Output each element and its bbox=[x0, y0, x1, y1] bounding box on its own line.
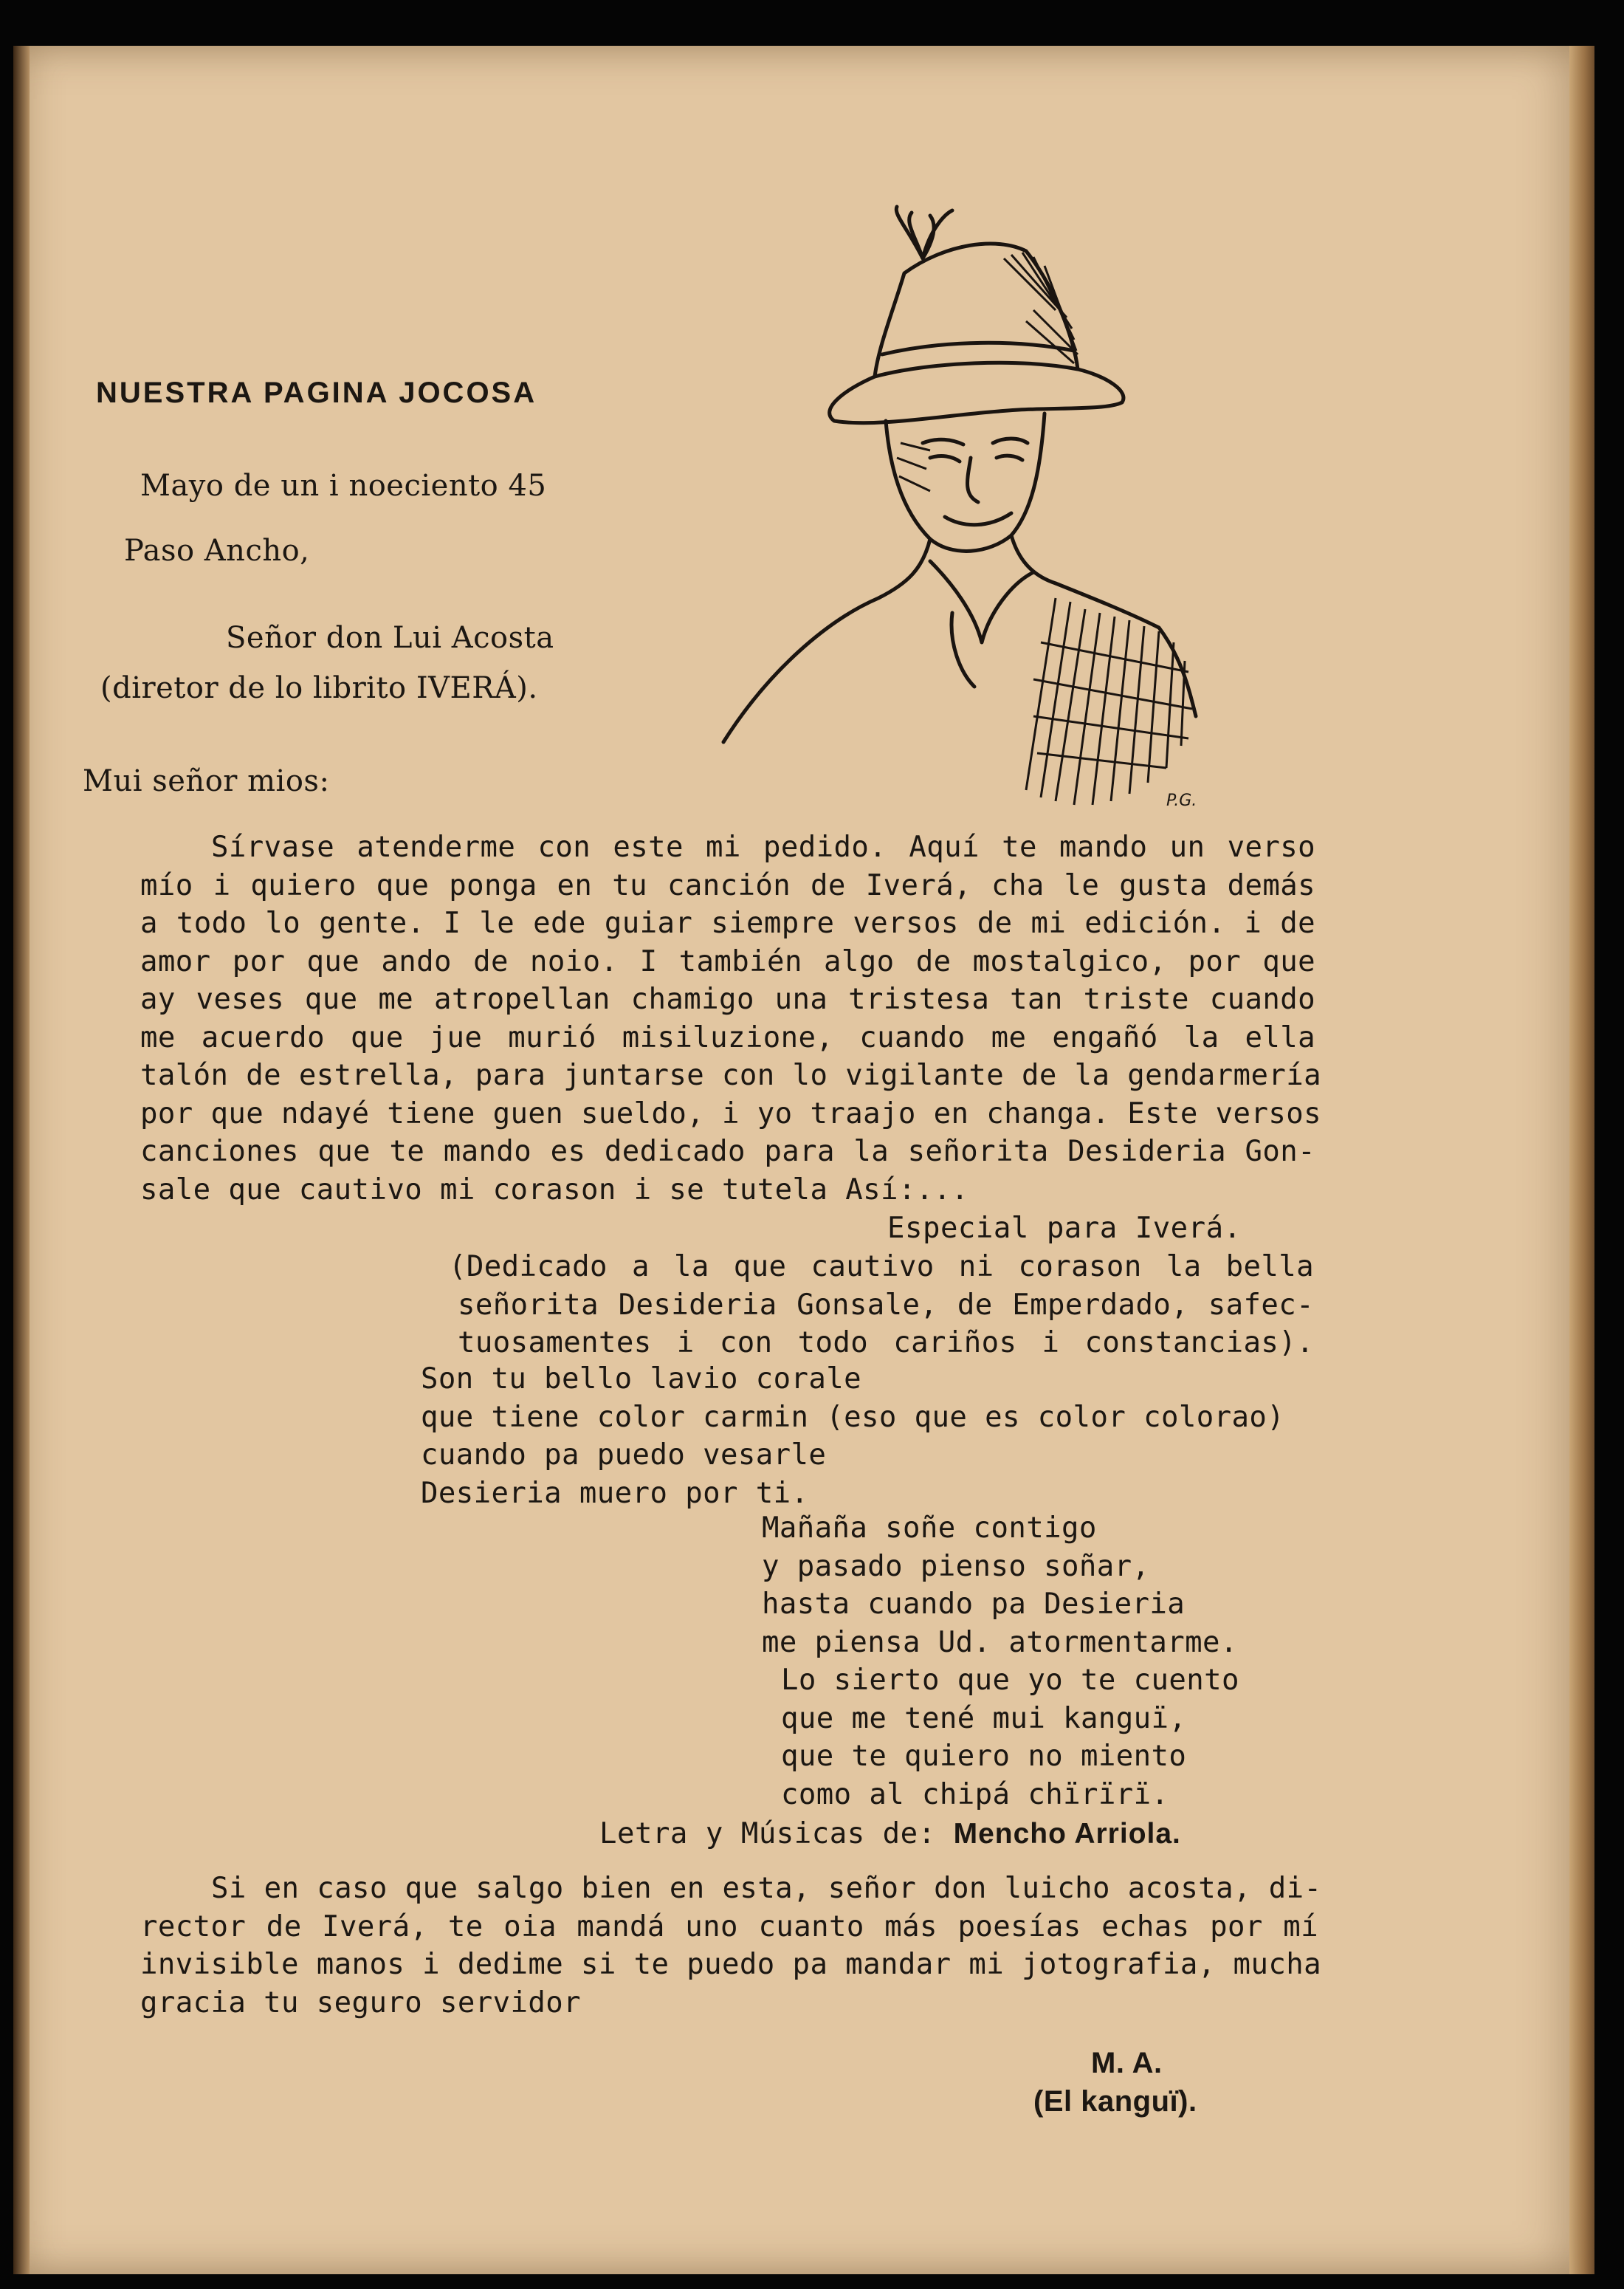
page-heading: NUESTRA PAGINA JOCOSA bbox=[96, 377, 537, 409]
body-line: sale que cautivo mi corason i se tutela Así:... bbox=[140, 1173, 969, 1207]
verse-line: y pasado pienso soñar, bbox=[762, 1549, 1150, 1583]
verse-line: hasta cuando pa Desieria bbox=[762, 1588, 1186, 1621]
letter-date: Mayo de un i noeciento 45 bbox=[140, 469, 547, 503]
body-line: ay veses que me atropellan chamigo una tristesa tan triste cuando bbox=[140, 983, 1315, 1016]
addressee-name: Señor don Lui Acosta bbox=[226, 621, 554, 655]
verse-stanza-1 bbox=[421, 1360, 1284, 1512]
closing-line: invisible manos i dedime si te puedo pa mandar mi jotografia, mucha bbox=[140, 1948, 1321, 1981]
song-credit bbox=[599, 1815, 1181, 1853]
body-line: talón de estrella, para juntarse con lo vigilante de la gendarmería bbox=[140, 1059, 1321, 1092]
body-line: por que ndayé tiene guen sueldo, i yo traajo en changa. Este versos bbox=[140, 1097, 1321, 1130]
verse-line: como al chipá chïrïrï. bbox=[781, 1777, 1169, 1811]
credit-prefix: Letra y Músicas de: bbox=[599, 1817, 936, 1850]
salutation: Mui señor mios: bbox=[83, 764, 330, 798]
body-line: amor por que ando de noio. I también algo de mostalgico, por que bbox=[140, 944, 1315, 978]
verse-stanza-2 bbox=[762, 1509, 1238, 1661]
body-line: canciones que te mando es dedicado para la señorita Desideria Gon- bbox=[140, 1135, 1315, 1168]
closing-line: Si en caso que salgo bien en esta, señor don luicho acosta, di- bbox=[211, 1872, 1322, 1905]
letter-body bbox=[140, 828, 1321, 1209]
binding-edge bbox=[13, 46, 30, 2274]
closing-line: gracia tu seguro servidor bbox=[140, 1986, 581, 2019]
dedication-line: (Dedicado a la que cautivo ni corason la bella bbox=[449, 1250, 1314, 1283]
dedication-line: señorita Desideria Gonsale, de Emperdado, safec- bbox=[458, 1288, 1314, 1322]
verse-line: me piensa Ud. atormentarme. bbox=[762, 1625, 1238, 1659]
body-line: mío i quiero que ponga en tu canción de Iverá, cha le gusta demás bbox=[140, 868, 1315, 902]
portrait-sketch-icon bbox=[709, 199, 1314, 820]
body-line: Sírvase atenderme con este mi pedido. Aquí te mando un verso bbox=[211, 831, 1315, 864]
dedication bbox=[449, 1248, 1314, 1362]
body-line: a todo lo gente. I le ede guiar siempre versos de mi edición. i de bbox=[140, 907, 1315, 940]
special-for-line: Especial para Iverá. bbox=[887, 1212, 1242, 1245]
verse-stanza-3 bbox=[781, 1661, 1239, 1813]
artist-initials: P.G. bbox=[1166, 792, 1197, 810]
verse-line: Lo sierto que yo te cuento bbox=[781, 1664, 1239, 1697]
body-line: me acuerdo que jue murió misiluzione, cuando me engañó la ella bbox=[140, 1020, 1315, 1054]
verse-line: que te quiero no miento bbox=[781, 1740, 1187, 1773]
dedication-line: tuosamentes i con todo cariños i constancias). bbox=[458, 1326, 1314, 1359]
verse-line: que tiene color carmin (eso que es color colorao) bbox=[421, 1400, 1285, 1434]
verse-line: Desieria muero por ti. bbox=[421, 1476, 809, 1510]
verse-line: Son tu bello lavio corale bbox=[421, 1362, 861, 1396]
page-edge bbox=[1569, 46, 1594, 2274]
verse-line: que me tené mui kanguï, bbox=[781, 1701, 1187, 1735]
credit-name: Mencho Arriola. bbox=[953, 1818, 1181, 1850]
signature-initials: M. A. bbox=[1091, 2047, 1163, 2079]
signature-nickname: (El kanguï). bbox=[1033, 2085, 1197, 2118]
closing-paragraph bbox=[140, 1870, 1322, 2022]
letter-place: Paso Ancho, bbox=[124, 534, 310, 568]
addressee-title: (diretor de lo librito IVERÁ). bbox=[100, 671, 538, 705]
verse-line: Mañaña soñe contigo bbox=[762, 1511, 1097, 1545]
closing-line: rector de Iverá, te oia mandá uno cuanto más poesías echas por mí bbox=[140, 1909, 1318, 1943]
verse-line: cuando pa puedo vesarle bbox=[421, 1438, 827, 1472]
